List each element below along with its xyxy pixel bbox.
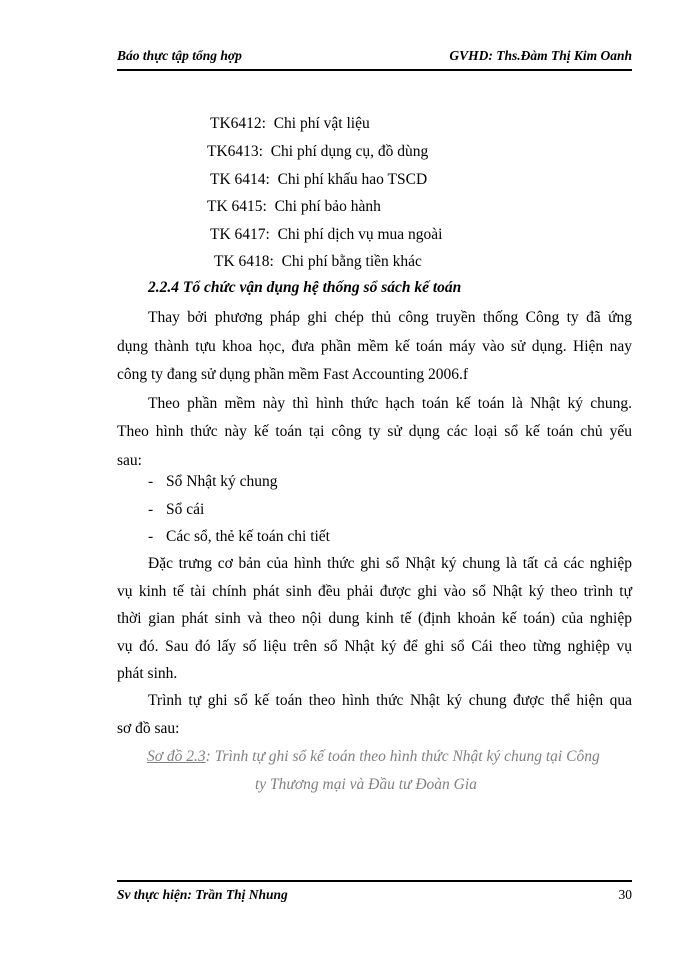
caption-label: Sơ đồ 2.3 xyxy=(147,748,206,765)
account-code: TK6413: xyxy=(207,143,263,160)
list-item-text: Sổ Nhật ký chung xyxy=(166,473,278,490)
account-desc: Chi phí bằng tiền khác xyxy=(281,253,422,270)
account-line xyxy=(210,171,427,189)
account-code: TK 6418: xyxy=(214,253,274,270)
paragraph-line: Trình tự ghi sổ kế toán theo hình thức Nhật ký chung được thể hiện qua xyxy=(148,692,632,709)
footer-author: Sv thực hiện: Trần Thị Nhung xyxy=(117,887,288,902)
header-right: GVHD: Ths.Đàm Thị Kim Oanh xyxy=(449,48,632,63)
list-item-text: Sổ cái xyxy=(166,501,205,518)
account-desc: Chi phí khấu hao TSCD xyxy=(277,171,428,188)
account-line xyxy=(207,198,381,216)
account-code: TK 6417: xyxy=(210,226,270,243)
account-line xyxy=(214,253,422,271)
paragraph-line: sau: xyxy=(117,452,142,469)
figure-caption xyxy=(147,748,600,766)
paragraph-line: vụ kinh tế tài chính phát sinh đều phải được ghi vào sổ Nhật ký theo trình tự xyxy=(117,583,632,600)
caption-text: : Trình tự ghi sổ kế toán theo hình thức Nhật ký chung tại Công xyxy=(205,748,600,765)
footer-rule xyxy=(117,880,632,882)
account-line xyxy=(210,115,370,133)
bullet-dash: - xyxy=(148,501,154,518)
paragraph-line: Theo phần mềm này thì hình thức hạch toán kế toán là Nhật ký chung. xyxy=(148,395,632,412)
account-line xyxy=(210,226,442,244)
figure-caption-line2: ty Thương mại và Đầu tư Đoàn Gia xyxy=(255,776,477,793)
section-heading: 2.2.4 Tổ chức vận dụng hệ thống sổ sách kế toán xyxy=(148,279,462,296)
paragraph-line: Đặc trưng cơ bản của hình thức ghi sổ Nhật ký chung là tất cả các nghiệp xyxy=(148,555,632,572)
list-item xyxy=(148,473,278,491)
account-desc: Chi phí bảo hành xyxy=(274,198,381,215)
bullet-dash: - xyxy=(148,528,154,545)
page-number: 30 xyxy=(618,887,632,902)
account-desc: Chi phí dịch vụ mua ngoài xyxy=(277,226,443,243)
paragraph-line: sơ đồ sau: xyxy=(117,720,180,737)
paragraph-line: phát sinh. xyxy=(117,665,178,682)
paragraph-line: Thay bởi phương pháp ghi chép thủ công truyền thống Công ty đã ứng xyxy=(148,309,632,326)
account-desc: Chi phí dụng cụ, đồ dùng xyxy=(270,143,429,160)
account-code: TK 6414: xyxy=(210,171,270,188)
header-left: Báo thực tập tổng hợp xyxy=(117,48,242,63)
list-item xyxy=(148,501,204,519)
paragraph-line: dụng thành tựu khoa học, đưa phần mềm kế toán máy vào sử dụng. Hiện nay xyxy=(117,338,632,355)
bullet-dash: - xyxy=(148,473,154,490)
account-desc: Chi phí vật liệu xyxy=(273,115,370,132)
account-line xyxy=(207,143,428,161)
paragraph-line: Theo hình thức này kế toán tại công ty sử dụng các loại sổ kế toán chủ yếu xyxy=(117,423,632,440)
paragraph-line: thời gian phát sinh và theo nội dung kinh tế (định khoản kế toán) của nghiệp xyxy=(117,610,632,627)
paragraph-line: công ty đang sử dụng phần mềm Fast Accounting 2006.f xyxy=(117,366,469,383)
account-code: TK 6415: xyxy=(207,198,267,215)
account-code: TK6412: xyxy=(210,115,266,132)
header-rule xyxy=(117,69,632,71)
paragraph-line: vụ đó. Sau đó lấy số liệu trên sổ Nhật ký để ghi sổ Cái theo từng nghiệp vụ xyxy=(117,638,632,655)
list-item xyxy=(148,528,330,546)
list-item-text: Các sổ, thẻ kế toán chi tiết xyxy=(166,528,330,545)
